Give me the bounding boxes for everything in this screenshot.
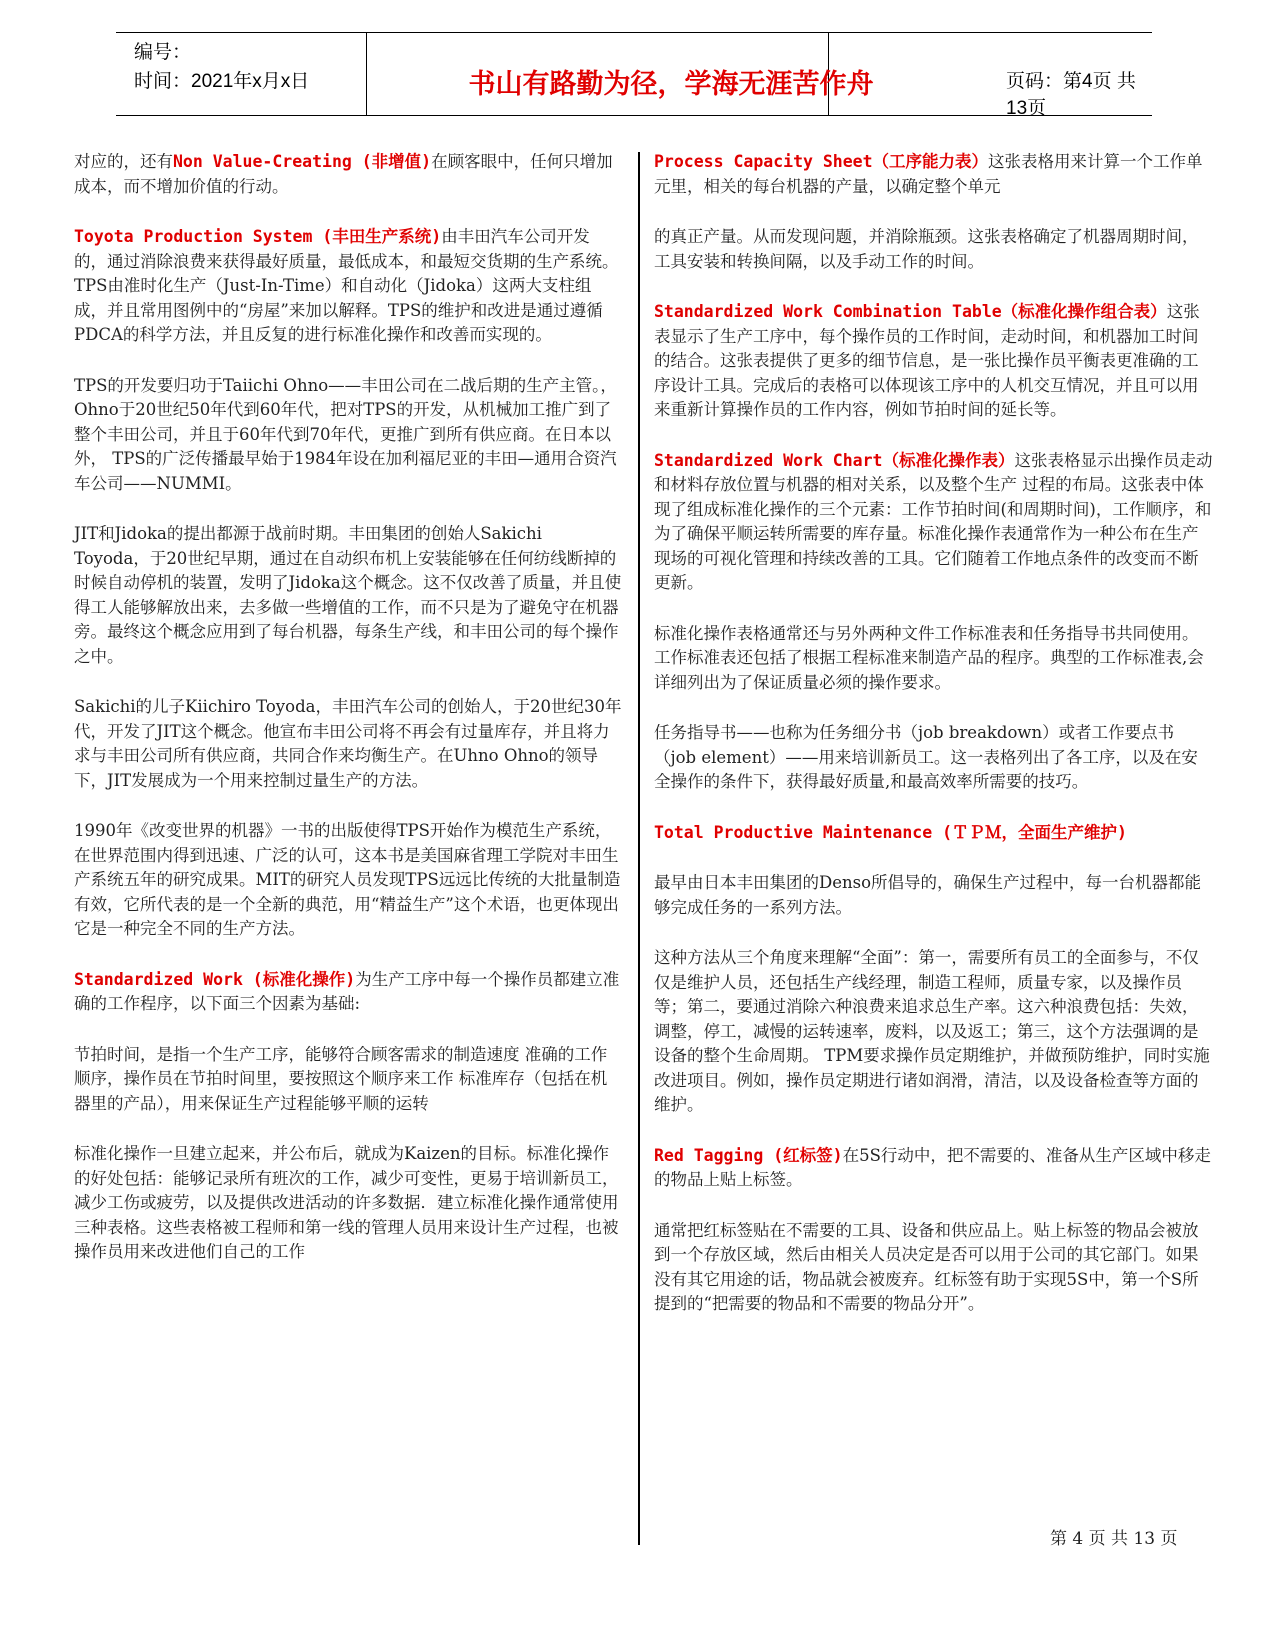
paragraph-non-value-creating: 对应的，还有Non Value-Creating (非增值)在顾客眼中，任何只增加成本，而不增加价值的行动。 [74, 152, 613, 196]
right-column [654, 150, 1214, 1343]
number-label: 编号： [134, 42, 192, 63]
time-label: 时间：2021年x月x日 [134, 71, 310, 92]
paragraph-jit-jidoka: JIT和Jidoka的提出都源于战前时期。丰田集团的创始人Sakichi Toyoda，于20世纪早期，通过在自动织布机上安装能够在任何纺线断掉的时候自动停机的装置，发明了Jidoka这个概念。这不仅改善了质量，并且使得工人能够解放出来，去多做一些增值的工作，而不只是为了避免守在机器旁。最终这个概念应用到了每台机器，每条生产线，和丰田公司的每个操作之中。 [74, 524, 622, 666]
paragraph-tps-history: TPS的开发要归功于Taiichi Ohno——丰田公司在二战后期的生产主管。，Ohno于20世纪50年代到60年代，把对TPS的开发，从机械加工推广到了整个丰田公司，并且于60年代到70年代，更推广到所有供应商。在日本以外， TPS的广泛传播最早始于1984年设在加利福尼亚的丰田—通用合资汽车公司——NUMMI。 [74, 375, 617, 493]
paragraph-job-breakdown: 任务指导书——也称为任务细分书（job breakdown）或者工作要点书（job element）——用来培训新员工。这一表格列出了各工序，以及在安全操作的条件下，获得最好质量,和最高效率所需要的技巧。 [654, 723, 1198, 791]
heading-tpm: Total Productive Maintenance (ＴＰＭ，全面生产维护) [654, 822, 1127, 842]
header-bottom-rule [116, 115, 1152, 116]
paragraph-work-chart: Standardized Work Chart（标准化操作表）这张表格显示出操作员走动和材料存放位置与机器的相对关系，以及整个生产 过程的布局。这张表中体现了组成标准化操作的三个元素：工作节拍时间(和周期时间)，工作顺序，和为了确保平顺运转所需要的库存量。标准化操作表通常作为一种公布在生产现场的可视化管理和持续改善的工具。它们随着工作地点条件的改变而不断更新。 [654, 450, 1213, 592]
header-motto: 书山有路勤为径，学海无涯苦作舟 [468, 69, 874, 99]
paragraph-tpm-total: 这种方法从三个角度来理解“全面”：第一，需要所有员工的全面参与，不仅仅是维护人员，还包括生产线经理，制造工程师，质量专家，以及操作员等；第二，要通过消除六种浪费来追求总生产率。这六种浪费包括：失效，调整，停工，减慢的运转速率，废料，以及返工；第三，这个方法强调的是设备的整个生命周期。 TPM要求操作员定期维护，并做预防维护，同时实施改进项目。例如，操作员定期进行诸如润滑，清洁，以及设备检查等方面的维护。 [654, 948, 1210, 1114]
paragraph-kiichiro: Sakichi的儿子Kiichiro Toyoda，丰田汽车公司的创始人，于20世纪30年代，开发了JIT这个概念。他宣布丰田公司将不再会有过量库存，并且将力求与丰田公司所有供应商，共同合作来均衡生产。在Uhno Ohno的领导下，JIT发展成为一个用来控制过量生产的方法。 [74, 697, 622, 790]
term-process-capacity-sheet: Process Capacity Sheet（工序能力表） [654, 152, 989, 171]
paragraph-work-standard: 标准化操作表格通常还与另外两种文件工作标准表和任务指导书共同使用。工作标准表还包括了根据工程标准来制造产品的程序。典型的工作标准表,会详细列出为了保证质量必须的操作要求。 [654, 623, 1204, 692]
header-top-rule [116, 32, 1152, 33]
paragraph-process-capacity: Process Capacity Sheet（工序能力表）这张表格用来计算一个工作单元里，相关的每台机器的产量，以确定整个单元 [654, 152, 1203, 196]
term-tps: Toyota Production System (丰田生产系统) [74, 227, 442, 246]
paragraph-standardized-work: Standardized Work (标准化操作)为生产工序中每一个操作员都建立准确的工作程序，以下面三个因素为基础: [74, 969, 620, 1013]
paragraph-process-capacity-cont: 的真正产量。从而发现问题，并消除瓶颈。这张表格确定了机器周期时间，工具安装和转换间隔，以及手动工作的时间。 [654, 227, 1199, 271]
term-combination-table: Standardized Work Combination Table（标准化操作组合表） [654, 302, 1167, 321]
paragraph-red-tagging: Red Tagging (红标签)在5S行动中，把不需要的、准备从生产区域中移走的物品上贴上标签。 [654, 1145, 1211, 1189]
term-non-value-creating: Non Value-Creating (非增值) [173, 152, 432, 171]
footer-page-number: 第 4 页 共 13 页 [1050, 1529, 1178, 1549]
paragraph-red-tag-usage: 通常把红标签贴在不需要的工具、设备和供应品上。贴上标签的物品会被放到一个存放区域，然后由相关人员决定是否可以用于公司的其它部门。如果没有其它用途的话，物品就会被废弃。红标签有助于实现5S中，第一个S所提到的“把需要的物品和不需要的物品分开”。 [654, 1220, 1199, 1313]
term-work-chart: Standardized Work Chart（标准化操作表） [654, 450, 1015, 470]
column-divider [638, 152, 640, 1545]
header-page-number: 页码：第4页 共13页 [1006, 71, 1136, 119]
header-meta [134, 38, 309, 96]
paragraph-tps: Toyota Production System (丰田生产系统)由丰田汽车公司开发的，通过消除浪费来获得最好质量，最低成本，和最短交货期的生产系统。TPS由准时化生产（Just-In-Time）和自动化（Jidoka）这两大支柱组成，并且常用图例中的“房屋”来加以解释。TPS的维护和改进是通过遵循PDCA的科学方法，并且反复的进行标准化操作和改善而实现的。 [74, 227, 619, 344]
left-column [74, 150, 622, 1291]
term-standardized-work: Standardized Work (标准化操作) [74, 969, 356, 989]
paragraph-combination-table: Standardized Work Combination Table（标准化操作组合表）这张表显示了生产工序中，每个操作员的工作时间，走动时间，和机器加工时间的结合。这张表提供了更多的细节信息，是一张比操作员平衡表更准确的工序设计工具。完成后的表格可以体现该工序中的人机交互情况，并且可以用来重新计算操作员的工作内容，例如节拍时间的延长等。 [654, 302, 1200, 419]
paragraph-kaizen: 标准化操作一旦建立起来，并公布后，就成为Kaizen的目标。标准化操作的好处包括：能够记录所有班次的工作，减少可变性，更易于培训新员工，减少工伤或疲劳，以及提供改进活动的许多数据．建立标准化操作通常使用三种表格。这些表格被工程师和第一线的管理人员用来设计生产过程，也被操作员用来改进他们自己的工作 [74, 1144, 619, 1261]
page-header [116, 32, 1152, 119]
header-divider-left [366, 32, 367, 116]
paragraph-1990-book: 1990年《改变世界的机器》一书的出版使得TPS开始作为模范生产系统，在世界范围内得到迅速、广泛的认可，这本书是美国麻省理工学院对丰田生产系统五年的研究成果。MIT的研究人员发现TPS远远比传统的大批量制造有效，它所代表的是一个全新的典范，用“精益生产”这个术语，也更体现出它是一种完全不同的生产方法。 [74, 821, 621, 938]
paragraph-three-factors: 节拍时间，是指一个生产工序，能够符合顾客需求的制造速度 准确的工作顺序，操作员在节拍时间里，要按照这个顺序来工作 标准库存（包括在机器里的产品），用来保证生产过程能够平顺的运转 [74, 1044, 608, 1113]
term-red-tagging: Red Tagging (红标签) [654, 1145, 843, 1165]
paragraph-tpm-origin: 最早由日本丰田集团的Denso所倡导的，确保生产过程中，每一台机器都能够完成任务的一系列方法。 [654, 873, 1202, 917]
